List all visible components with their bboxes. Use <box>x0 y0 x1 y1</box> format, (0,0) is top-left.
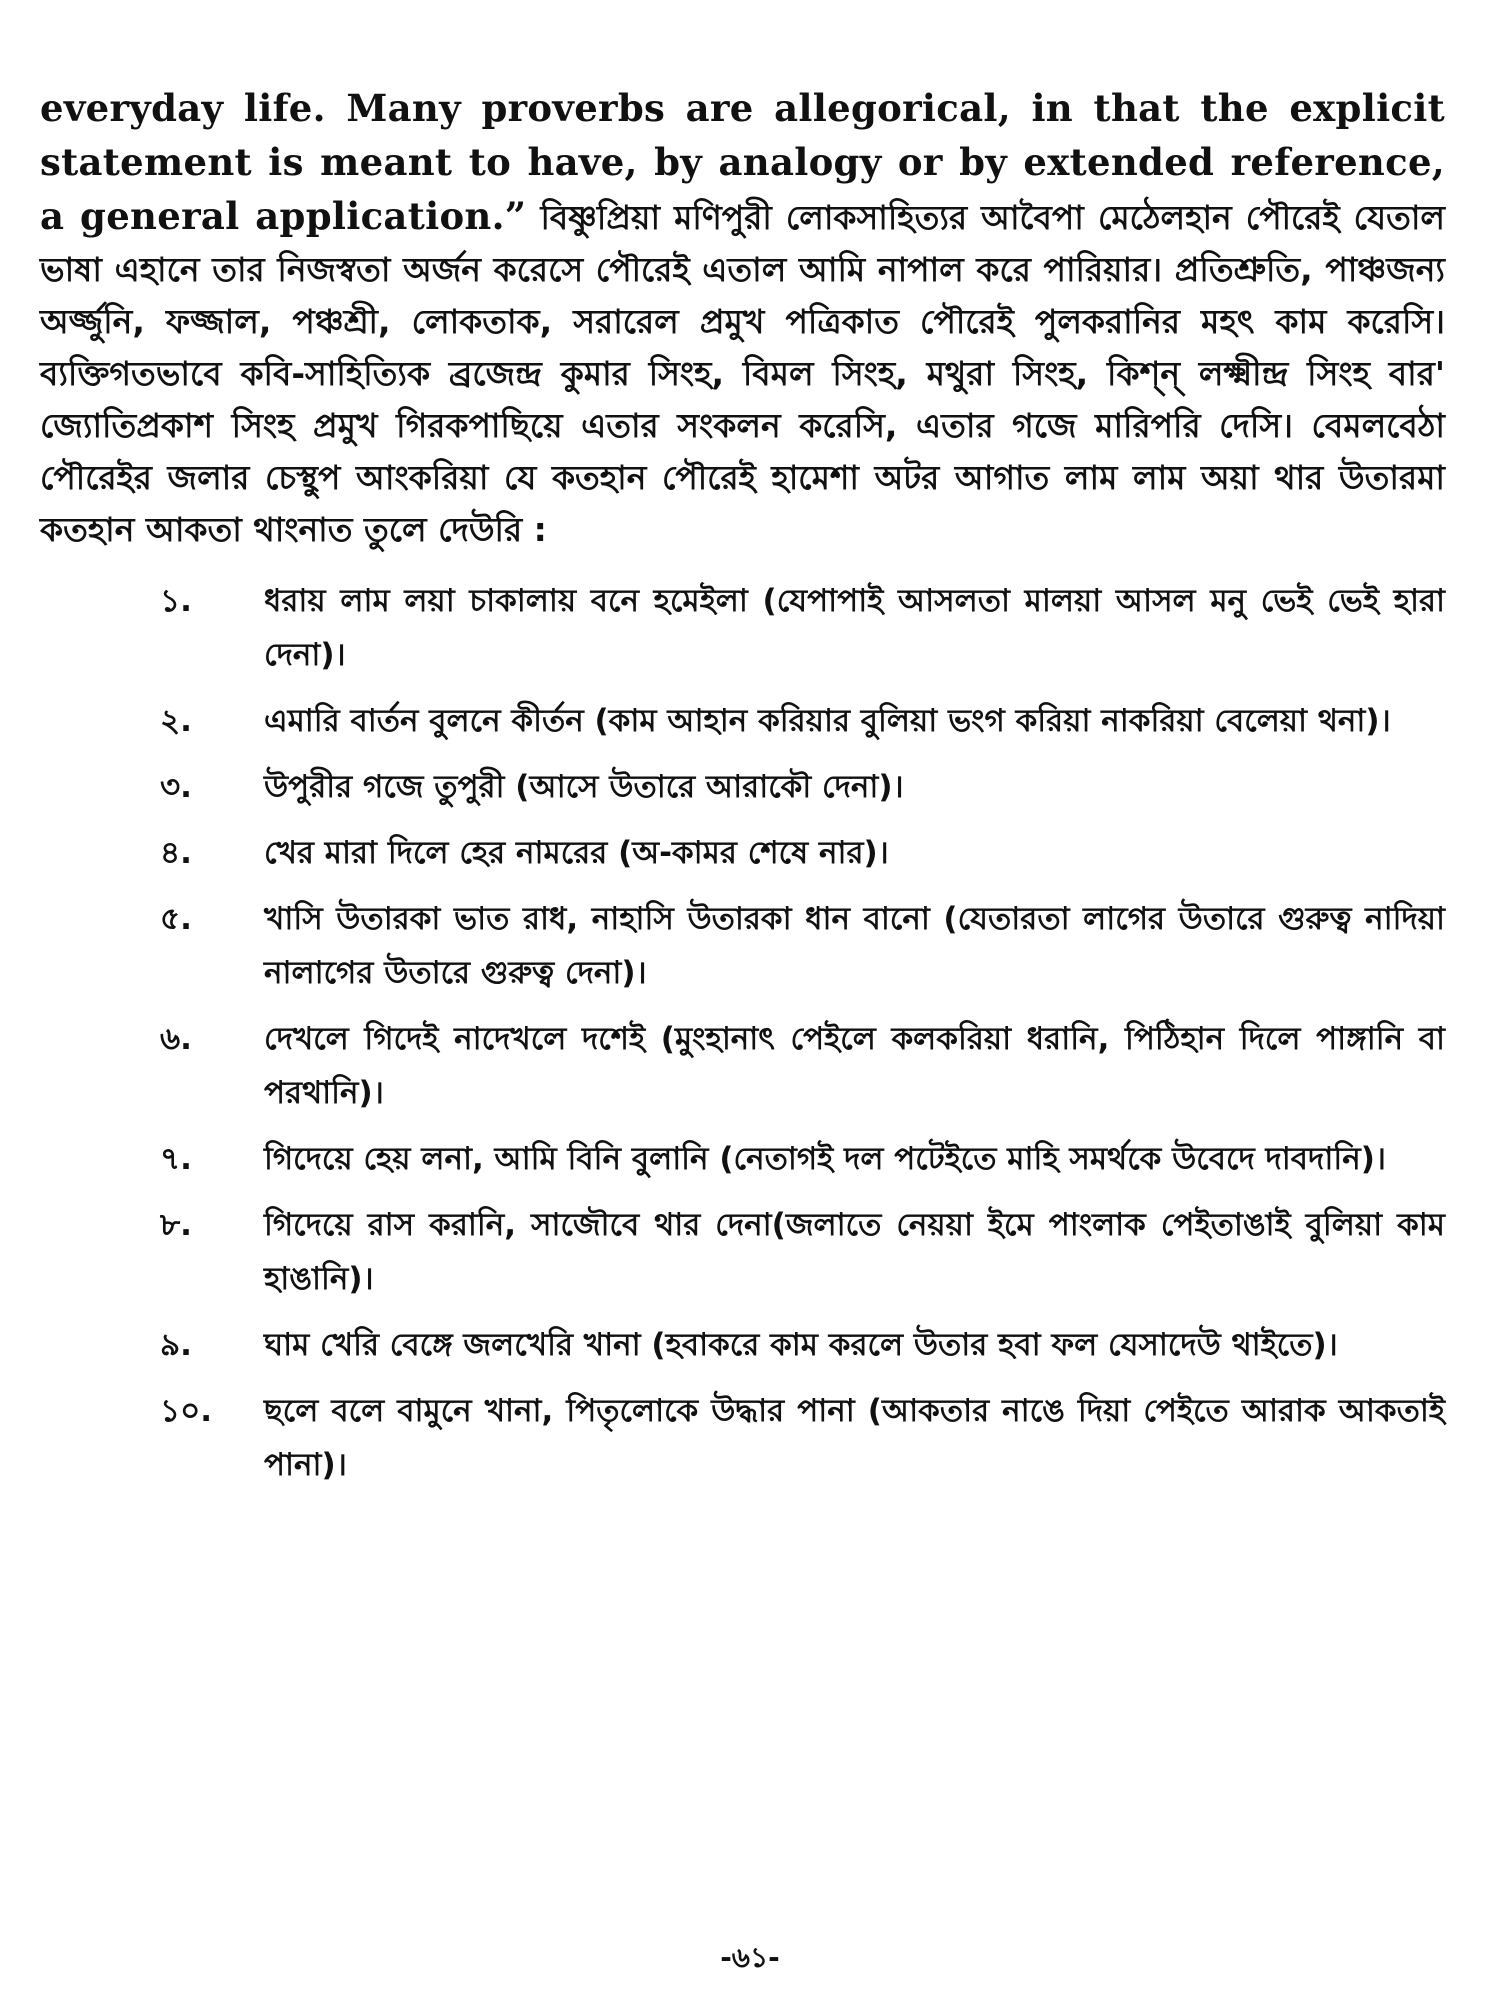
list-item-text: গিদেয়ে হেয় লনা, আমি বিনি বুলানি (নেতাগই দল পটেইতে মাহি সমর্থকে উবেদে দাবদানি)। <box>264 1141 1386 1177</box>
list-item <box>40 826 1445 880</box>
list-item-number: ২. <box>160 703 192 739</box>
list-item-text: দেখলে গিদেই নাদেখলে দশেই (মুংহানাৎ পেইলে কলকরিয়া ধরানি, পিঠিহান দিলে পাঙ্গানি বা পরথানি)। <box>264 1021 1445 1111</box>
proverb-list <box>40 574 1445 1492</box>
list-item <box>40 760 1445 814</box>
list-item <box>40 1132 1445 1186</box>
page-body <box>40 82 1445 1504</box>
list-item-number: ৭. <box>160 1141 192 1177</box>
list-item-text: ধরায় লাম লয়া চাকালায় বনে হমেইলা (যেপাপাই আসলতা মালয়া আসল মনু ভেই ভেই হারা দেনা)। <box>264 583 1445 673</box>
list-item-text: খের মারা দিলে হের নামরের (অ-কামর শেষে নার)। <box>264 835 889 871</box>
bengali-text: বিষ্ণুপ্রিয়া মণিপুরী লোকসাহিত্যর আবৈপা মেঠেলহান পৌরেই যেতাল ভাষা এহানে তার নিজস্বতা অর্জন করেসে পৌরেই এতাল আমি নাপাল করে পারিয়ার। প্রতিশ্রুতি, পাঞ্চজন্য অর্জ্জুনি, ফজ্জাল, পঞ্চশ্রী, লোকতাক, সরারেল প্রমুখ পত্রিকাত পৌরেই পুলকরানির মহৎ কাম করেসি। ব্যক্তিগতভাবে কবি-সাহিত্যিক ব্রজেন্দ্র কুমার সিংহ, বিমল সিংহ, মথুরা সিংহ, কিশ্‌ন্ লক্ষ্মীন্দ্র সিংহ বার' জ্যোতিপ্রকাশ সিংহ প্রমুখ গিরকপাছিয়ে এতার সংকলন করেসি, এতার গজে মারিপরি দেসি। বেমলবেঠা পৌরেইর জলার চেস্থুপ আংকরিয়া যে কতহান পৌরেই হামেশা অটর আগাত লাম লাম অয়া থার উতারমা কতহান আকতা থাংনাত তুলে দেউরি : <box>40 198 1445 549</box>
english-quote: everyday life. Many proverbs are allegorical, in that the explicit statement is meant to have, by analogy or by extended reference, a general application.” <box>40 86 1445 238</box>
list-item-number: ৩. <box>160 769 192 805</box>
list-item-text: ছলে বলে বামুনে খানা, পিতৃলোকে উদ্ধার পানা (আকতার নাঙে দিয়া পেইতে আরাক আকতাই পানা)। <box>264 1393 1445 1483</box>
list-item-number: ৫. <box>160 901 192 937</box>
list-item <box>40 574 1445 682</box>
list-item-number: ৬. <box>160 1021 192 1057</box>
list-item-number: ৯. <box>160 1327 192 1363</box>
list-item-text: ঘাম খেরি বেঙ্গে জলখেরি খানা (হবাকরে কাম করলে উতার হবা ফল যেসাদেউ থাইতে)। <box>264 1327 1338 1363</box>
list-item-text: গিদেয়ে রাস করানি, সাজৌবে থার দেনা(জলাতে নেয়য়া ইমে পাংলাক পেইতাঙাই বুলিয়া কাম হাঙানি)। <box>264 1207 1445 1297</box>
list-item <box>40 1198 1445 1306</box>
list-item-number: ১. <box>160 583 192 619</box>
list-item-text: এমারি বার্তন বুলনে কীর্তন (কাম আহান করিয়ার বুলিয়া ভংগ করিয়া নাকরিয়া বেলেয়া থনা)। <box>264 703 1391 739</box>
list-item-number: ১০. <box>160 1393 213 1429</box>
list-item <box>40 892 1445 1000</box>
list-item <box>40 1318 1445 1372</box>
list-item-number: ৮. <box>160 1207 192 1243</box>
intro-paragraph <box>40 82 1445 556</box>
list-item <box>40 1012 1445 1120</box>
list-item-number: ৪. <box>160 835 192 871</box>
page-number: -৬১- <box>720 1941 780 1974</box>
list-item-text: খাসি উতারকা ভাত রাধ, নাহাসি উতারকা ধান বানো (যেতারতা লাগের উতারে গুরুত্ব নাদিয়া নালাগের উতারে গুরুত্ব দেনা)। <box>264 901 1445 991</box>
list-item-text: উপুরীর গজে তুপুরী (আসে উতারে আরাকৌ দেনা)। <box>264 769 904 805</box>
list-item <box>40 694 1445 748</box>
list-item <box>40 1384 1445 1492</box>
